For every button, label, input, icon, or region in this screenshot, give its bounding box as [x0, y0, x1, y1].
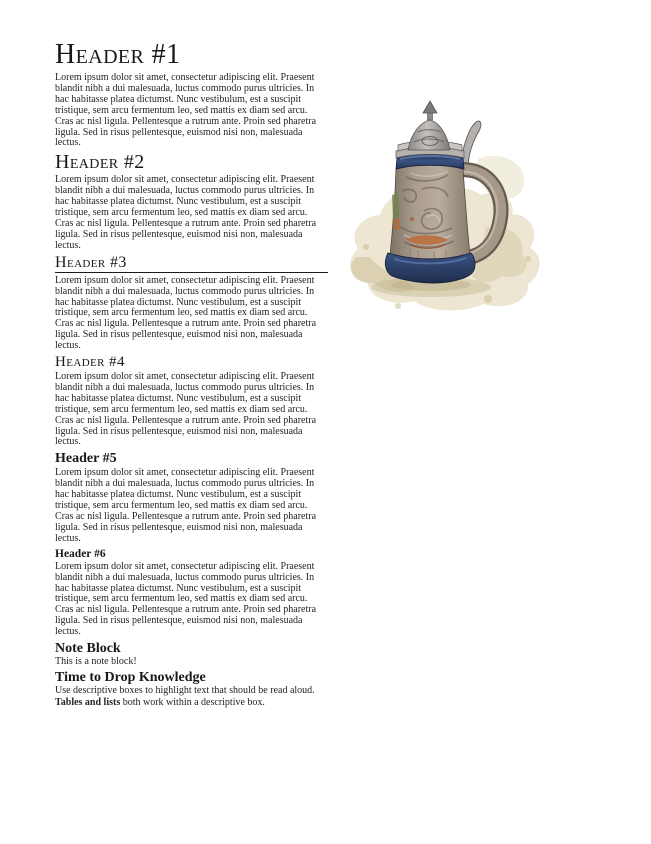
paragraph-3: Lorem ipsum dolor sit amet, consectetur adipiscing elit. Praesent blandit nibh a dui malesuada, luctus commodo purus ultricies. In hac habitasse platea dictumst. Nunc vestibulum, est a suscipit tristique, sem arcu fermentum leo, sed mattis ex diam sed arcu. Cras ac nisl ligula. Pellentesque a rutrum ante. Proin sed pharetra ligula. Sed in risus pellentesque, euismod nisi non, malesuada lectus.	[55, 274, 317, 352]
header-1: Header #1	[55, 39, 181, 70]
knowledge-heading: Time to Drop Knowledge	[55, 669, 206, 685]
paragraph-5: Lorem ipsum dolor sit amet, consectetur adipiscing elit. Praesent blandit nibh a dui malesuada, luctus commodo purus ultricies. In hac habitasse platea dictumst. Nunc vestibulum, est a suscipit tristique, sem arcu fermentum leo, sed mattis ex diam sed arcu. Cras ac nisl ligula. Pellentesque a rutrum ante. Proin sed pharetra ligula. Sed in risus pellentesque, euismod nisi non, malesuada lectus.	[55, 467, 317, 544]
paragraph-6: Lorem ipsum dolor sit amet, consectetur adipiscing elit. Praesent blandit nibh a dui malesuada, luctus commodo purus ultricies. In hac habitasse platea dictumst. Nunc vestibulum, est a suscipit tristique, sem arcu fermentum leo, sed mattis ex diam sed arcu. Cras ac nisl ligula. Pellentesque a rutrum ante. Proin sed pharetra ligula. Sed in risus pellentesque, euismod nisi non, malesuada lectus.	[55, 560, 317, 638]
header-5: Header #5	[55, 451, 117, 467]
knowledge-rest: both work within a descriptive box.	[120, 696, 265, 708]
header-2: Header #2	[55, 151, 145, 174]
paragraph-1: Lorem ipsum dolor sit amet, consectetur adipiscing elit. Praesent blandit nibh a dui malesuada, luctus commodo purus ultricies. In hac habitasse platea dictumst. Nunc vestibulum, est a suscipit tristique, sem arcu fermentum leo, sed mattis ex diam sed arcu. Cras ac nisl ligula. Pellentesque a rutrum ante. Proin sed pharetra ligula. Sed in risus pellentesque, euismod nisi non, malesuada lectus.	[55, 72, 317, 149]
knowledge-paragraph: Use descriptive boxes to highlight text that should be read aloud.	[55, 684, 315, 696]
header-4: Header #4	[55, 354, 125, 371]
note-block-text: This is a note block!	[55, 655, 137, 667]
paragraph-4: Lorem ipsum dolor sit amet, consectetur adipiscing elit. Praesent blandit nibh a dui malesuada, luctus commodo purus ultricies. In hac habitasse platea dictumst. Nunc vestibulum, est a suscipit tristique, sem arcu fermentum leo, sed mattis ex diam sed arcu. Cras ac nisl ligula. Pellentesque a rutrum ante. Proin sed pharetra ligula. Sed in risus pellentesque, euismod nisi non, malesuada lectus.	[55, 371, 317, 448]
document-body	[55, 40, 328, 710]
stein-illustration	[338, 99, 543, 317]
knowledge-tables-line	[55, 698, 328, 709]
knowledge-bold-lead: Tables and lists	[55, 696, 121, 708]
note-block-heading: Note Block	[55, 640, 121, 656]
paragraph-2: Lorem ipsum dolor sit amet, consectetur adipiscing elit. Praesent blandit nibh a dui malesuada, luctus commodo purus ultricies. In hac habitasse platea dictumst. Nunc vestibulum, est a suscipit tristique, sem arcu fermentum leo, sed mattis ex diam sed arcu. Cras ac nisl ligula. Pellentesque a rutrum ante. Proin sed pharetra ligula. Sed in risus pellentesque, euismod nisi non, malesuada lectus.	[55, 174, 317, 251]
beer-stein-watercolor-icon	[338, 99, 543, 317]
header-6: Header #6	[55, 547, 106, 560]
header-3: Header #3	[55, 254, 328, 273]
